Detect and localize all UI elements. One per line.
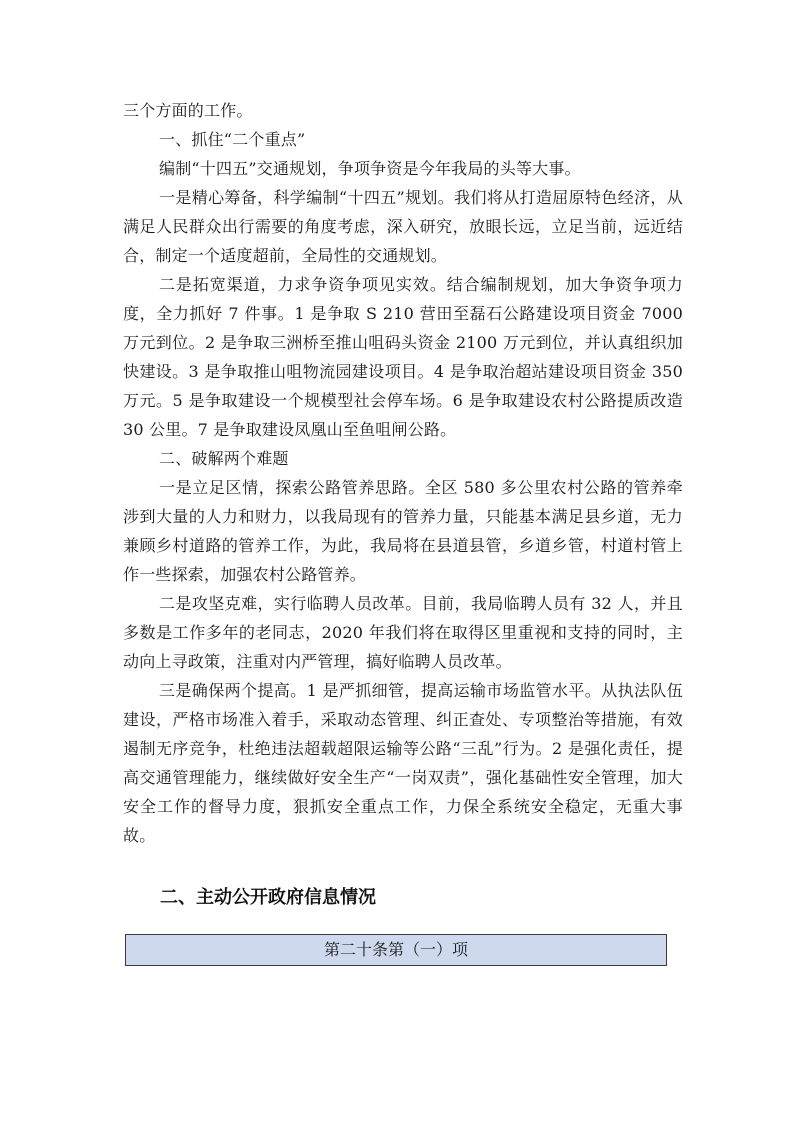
paragraph-improvements: 三是确保两个提高。1 是严抓细管，提高运输市场监管水平。从执法队伍建设，严格市场准入着手，采取动态管理、纠正查处、专项整治等措施，有效遏制无序竞争，杜绝违法超载超限运输等公路“三乱”行为。2 是强化责任，提高交通管理能力，继续做好安全生产“一岗双责”，强化基础性安全管理，加大安全工作的督导力度，狠抓安全重点工作，力保全系统安全稳定，无重大事故。 <box>123 681 683 845</box>
paragraph-continuation: 三个方面的工作。 <box>123 101 253 120</box>
body-text <box>123 96 683 850</box>
paragraph-planning: 一是精心筹备，科学编制“十四五”规划。我们将从打造屈原特色经济，从满足人民群众出行需要的角度考虑，深入研究，放眼长远，立足当前，远近结合，制定一个适度超前，全局性的交通规划。 <box>123 188 683 265</box>
paragraph-road-maintenance: 一是立足区情，探索公路管养思路。全区 580 多公里农村公路的管养牵涉到大量的人力和财力，以我局现有的管养力量，只能基本满足县乡道，无力兼顾乡村道路的管养工作，为此，我局将在县道县管，乡道乡管，村道村管上作一些探索，加强农村公路管养。 <box>123 478 683 584</box>
paragraph-planning-intro: 编制“十四五”交通规划，争项争资是今年我局的头等大事。 <box>159 159 581 178</box>
subheading-key-points: 一、抓住“二个重点” <box>159 130 306 149</box>
subheading-difficulties: 二、破解两个难题 <box>159 449 289 468</box>
paragraph-funding: 二是拓宽渠道，力求争资争项见实效。结合编制规划，加大争资争项力度，全力抓好 7 件事。1 是争取 S 210 营田至磊石公路建设项目资金 7000 万元到位。2 是争取三洲桥至推山咀码头资金 2100 万元到位，并认真组织加快建设。3 是争取推山咀物流园建设项目。4 是争取治超站建设项目资金 350 万元。5 是争取建设一个规模型社会停车场。6 是争取建设农村公路提质改造 30 公里。7 是争取建设凤凰山至鱼咀闸公路。 <box>123 275 683 439</box>
section-heading: 二、主动公开政府信息情况 <box>160 887 376 908</box>
paragraph-staff-reform: 二是攻坚克难，实行临聘人员改革。目前，我局临聘人员有 32 人，并且多数是工作多年的老同志，2020 年我们将在取得区里重视和支持的同时，主动向上寻政策，注重对内严管理，搞好临聘人员改革。 <box>123 594 683 671</box>
table-header-row <box>125 934 667 966</box>
table-header-cell: 第二十条第（一）项 <box>323 940 468 959</box>
